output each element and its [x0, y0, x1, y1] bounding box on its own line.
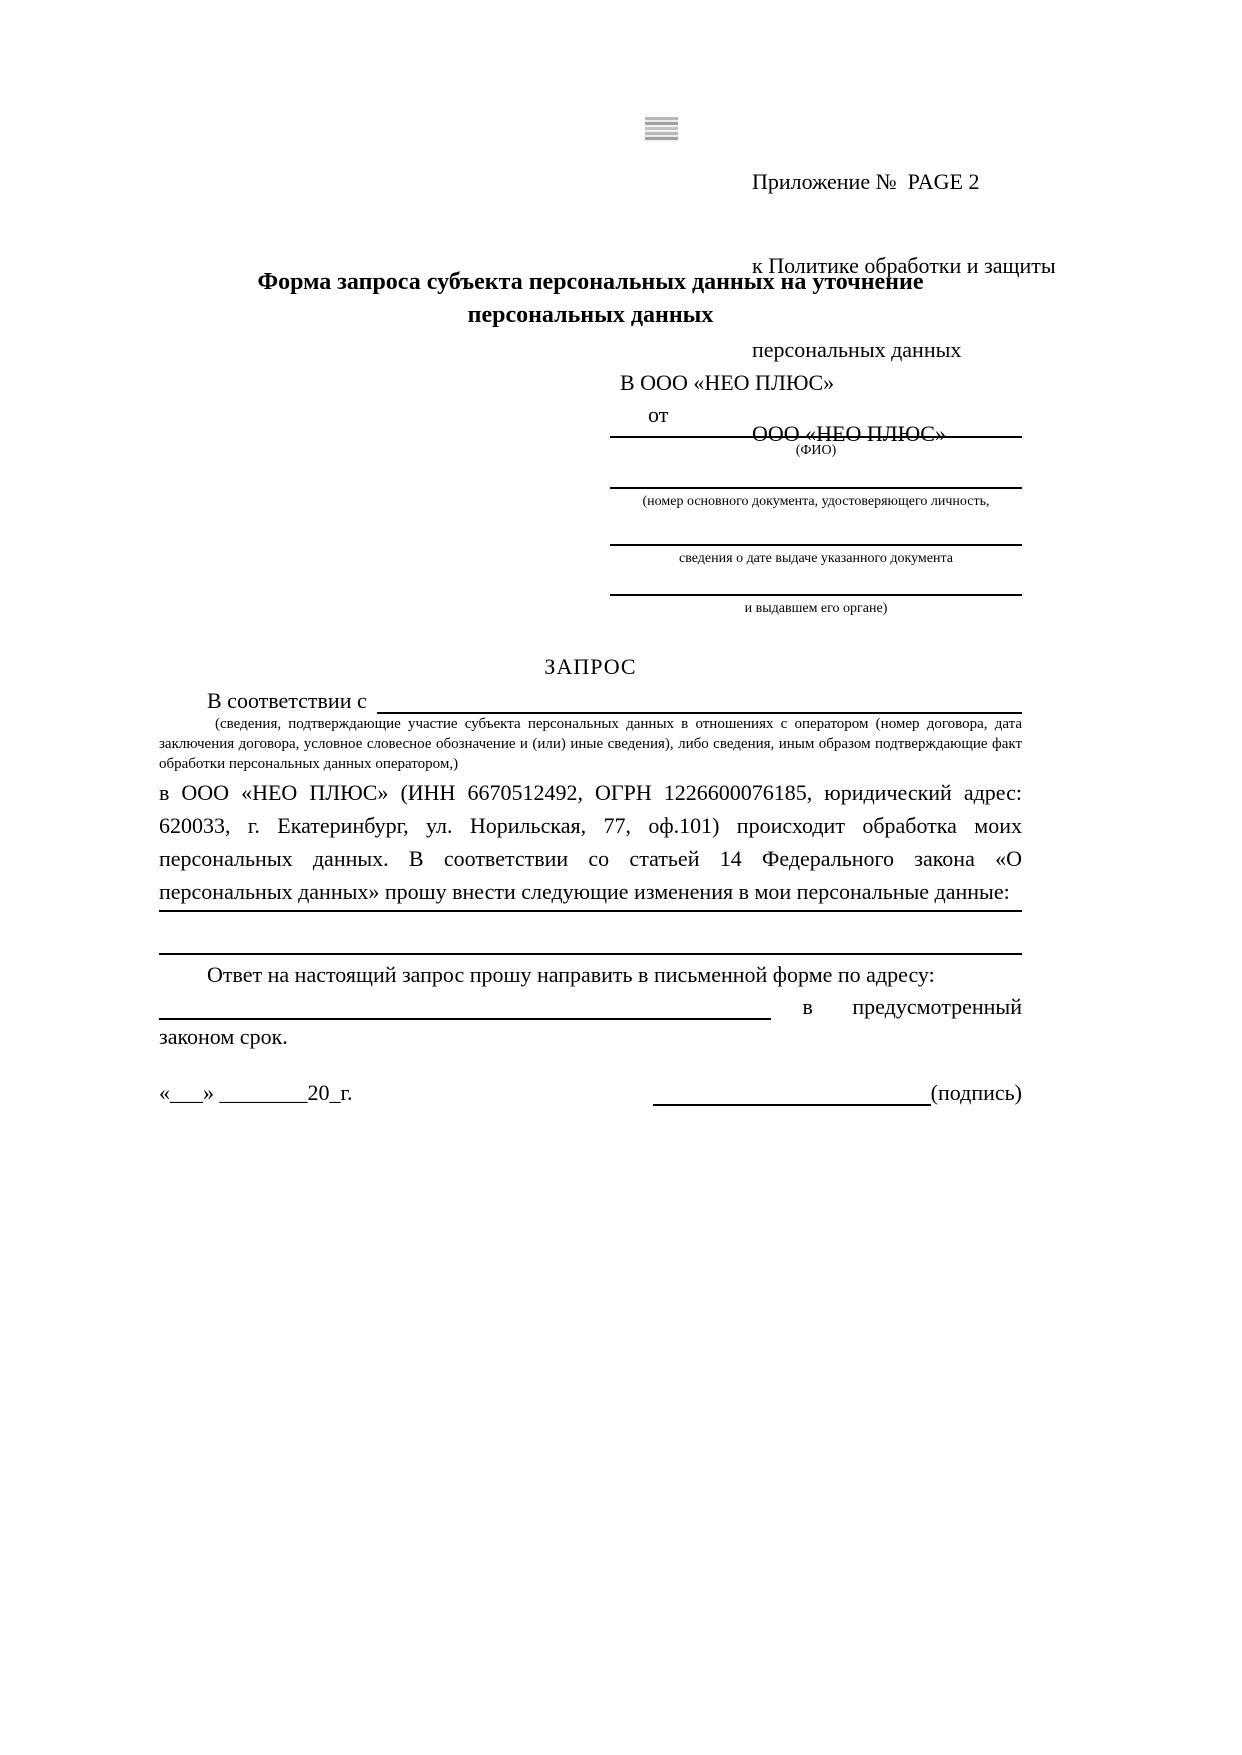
fio-caption: (ФИО): [795, 443, 837, 458]
request-body: в ООО «НЕО ПЛЮС» (ИНН 6670512492, ОГРН 1226600076185, юридический адрес: 620033, г. Екатеринбург, ул. Норильская, 77, оф.101) происходит обработка моих персональных данных. В соответствии со статьей 14 Федерального закона «О персональных данных» прошу внести следующие изменения в мои персональные данные:: [159, 780, 1022, 904]
reply-sentence-end: законом срок.: [159, 1024, 288, 1049]
fio-blank-line: [610, 436, 1022, 438]
form-title: [159, 266, 1022, 332]
intro-line: [159, 688, 1022, 714]
document-number-blank-line: [610, 487, 1022, 489]
intro-prefix: В соответствии с: [207, 688, 367, 713]
addressee-from-label: от: [648, 402, 669, 427]
footnote-text: (сведения, подтверждающие участие субъекта персональных данных в отношениях с оператором (номер договора, дата заключения договора, условное словесное обозначение и (или) иные сведения), либо сведения, иным образом подтверждающие факт обработки персональных данных оператором,): [159, 716, 1022, 772]
appendix-header-line: персональных данных: [752, 337, 962, 362]
signature-row: [159, 1080, 1022, 1106]
document-number-caption: (номер основного документа, удостоверяющего личность,: [642, 494, 990, 509]
date-blank-line: «___» ________20_г.: [159, 1080, 353, 1105]
signature-group: [653, 1080, 1022, 1106]
signature-caption: (подпись): [930, 1080, 1022, 1105]
reply-sentence: Ответ на настоящий запрос прошу направить в письменной форме по адресу:: [207, 962, 935, 987]
changes-blank-line-1: [159, 910, 1022, 912]
changes-blank-line-2: [159, 953, 1022, 955]
appendix-header-line: ООО «НЕО ПЛЮС»: [752, 421, 946, 446]
reply-suffix: в предусмотренный: [802, 994, 1022, 1019]
signature-blank-line: [653, 1082, 931, 1106]
issue-date-caption: сведения о дате выдаче указанного документа: [679, 551, 953, 566]
reply-address-line: [159, 994, 1022, 1020]
issuing-authority-caption: и выдавшем его органе): [744, 601, 888, 616]
request-heading: ЗАПРОС: [544, 654, 637, 679]
pixelated-field-code-icon: [645, 117, 678, 142]
issue-date-blank-line: [610, 544, 1022, 546]
form-title-line: персональных данных: [467, 302, 714, 328]
appendix-header-line: к Политике обработки и защиты: [752, 253, 1056, 278]
issuing-authority-blank-line: [610, 594, 1022, 596]
address-blank-line: [159, 996, 771, 1020]
appendix-header-line: Приложение № PAGE 2: [752, 169, 980, 194]
form-title-line: Форма запроса субъекта персональных данных на уточнение: [257, 269, 924, 295]
addressee-to: В ООО «НЕО ПЛЮС»: [620, 370, 835, 395]
intro-blank-line: [377, 690, 1022, 714]
